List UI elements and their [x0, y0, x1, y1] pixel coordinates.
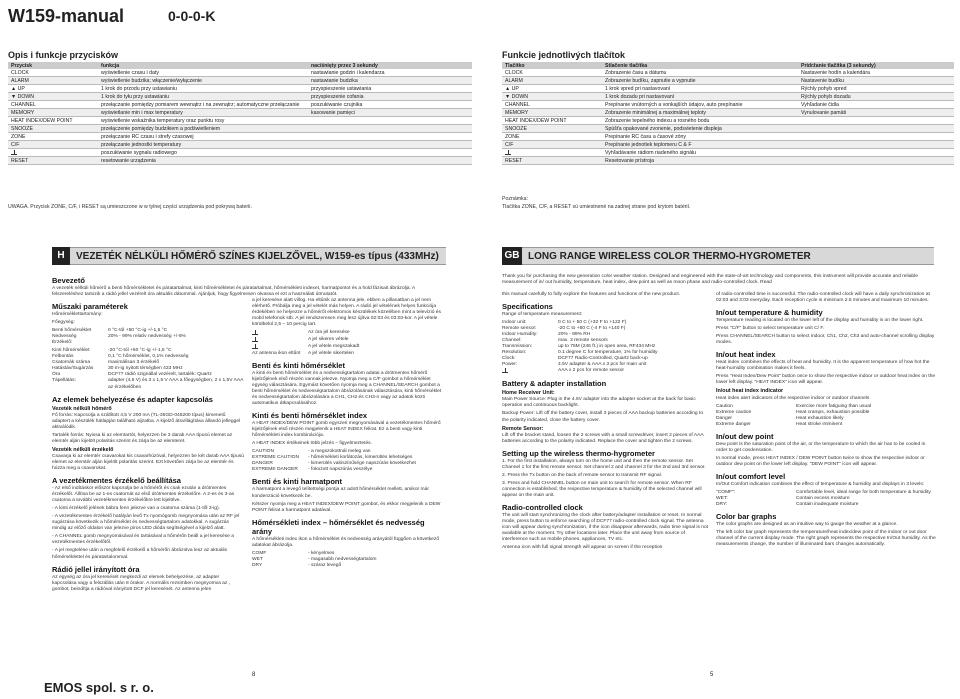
paragraph: Tartalék forrás: Nyissa ki az elemtartót, helyezzen be 3 darab AAA típusú elemet az elemtér alján kijelölt polaritás szerint és zárja be az elemteret. — [52, 432, 233, 444]
table-row — [502, 69, 954, 77]
spec-value: - kimerülés valószínűsége napszúrás következhet — [308, 461, 416, 467]
table-row — [502, 109, 954, 117]
table-cell: ALARM — [502, 77, 602, 85]
table-row — [502, 141, 954, 149]
paragraph: - A jel megtelése után a megfelelő érzékelő a hőmérőn ábrázolva lesz az aktuális hőmérséklettel és páratartalommal. — [52, 548, 228, 560]
spec-value: DCF77 Radio-Controlled, Quartz back-up — [558, 356, 648, 362]
spec-value: DCF77 rádió szignállal vezérelt, tartalék: Quartz — [108, 372, 212, 378]
paragraph: Kétszer nyomja meg a HEAT INDEX/DEW POINT gombot, és ekkor megjelenik a DEW POINT felirat a harmatpont adatával. — [252, 501, 441, 513]
right-page — [480, 0, 960, 699]
intro-block — [502, 274, 936, 288]
table-cell: HEAT INDEX/DEW POINT — [8, 117, 98, 125]
paragraph: A hőmérsékleti index ikon a hőmérséklet és nedvesség arányától függően a következő adatokat ábrázolja. — [252, 536, 440, 548]
paragraph: of radio-controlled time is successful. The radio-controlled clock will have a daily synchronization at 02:03 and 3:03 everyday. Each reception cycle is minimum 2.5 minutes and maximum 10 minutes. — [716, 292, 930, 304]
table-row — [502, 133, 954, 141]
left-column-1 — [52, 298, 244, 595]
antenna-icon — [252, 337, 258, 342]
paragraph: Antenna icon with full signal strength will appear on screen if the reception — [502, 545, 663, 551]
table-row — [8, 149, 472, 157]
intro-text: A vezeték nélküli hőmérő a benti hőmérsékletet és páratartalmat, kinti hőmérsékletet és páratartalmat, hőmérsékleti indexet, harmatpontot és a hold fázisait ábrázolja. A felszereléshez tartozik a rádió jellel vezérelt óra aktuális dátummal. Ajánljuk, hogy figyelmesen olvassa el ezt a használati útmutatót. — [52, 286, 415, 298]
table-cell: Vyhľadávanie rádiom riadeného signálu — [602, 149, 798, 157]
paragraph: Press CHANNEL/SEARCH button to select indoor, Ch1, Ch2, Ch3 and auto-channel scrolling display modes. — [716, 334, 935, 346]
section-heading: A vezetékmentes érzékelő beállítása — [52, 476, 181, 486]
paragraph: Érzékelő: — [52, 340, 73, 346]
section-heading: Műszaki paraméterek — [52, 302, 128, 311]
table-row — [502, 85, 954, 93]
table-cell: ZONE — [502, 133, 602, 141]
spec-value: 4.5V adapter & AAA x 3 pcs for main unit — [558, 362, 647, 368]
spec-value: - a megszokottnál meleg van — [308, 449, 371, 455]
antenna-icon — [252, 344, 258, 349]
spec-label: Transmission: — [502, 344, 533, 350]
right-button-table — [502, 62, 954, 165]
spec-label: Benti hőmérséklet — [52, 328, 92, 334]
table-cell: Vynulovanie pamäti — [798, 109, 954, 117]
table-cell — [502, 149, 602, 157]
spec-row — [252, 563, 446, 569]
table-cell: CLOCK — [502, 69, 602, 77]
spec-label: Power: — [502, 362, 518, 368]
spec-value: Contain excess moisture — [796, 496, 850, 502]
table-cell: 1 krok do tyłu przy ustawianiu — [98, 93, 308, 101]
section-heading: Benti és kinti hőmérséklet — [252, 360, 345, 370]
spec-row — [252, 337, 446, 344]
table-cell: przełączenie pomiędzy budzikiem a podświetleniem — [98, 125, 308, 133]
paragraph: Az egység az óra jel keresését megkezdi az elemek behelyezése, az adapter kapcsolása vagy a felszállás után 8 órakor. A normális rezsimben megnyomva az , gombot, beindítja a rádióval irányított DCF jel keresését. Az antenna jelen — [52, 574, 231, 592]
table-cell: CHANNEL — [8, 101, 98, 109]
table-row — [502, 101, 954, 109]
spec-value: adapter (4,5 V) és 3 x 1,5 V AAA a főegységben, 2 x 1,5V AAA az érzékelőben — [108, 378, 244, 390]
spec-value: max. 3 remote sensors — [558, 338, 608, 344]
table-cell — [798, 149, 954, 157]
table-header: Stlačenie tlačítka — [602, 62, 798, 69]
paragraph: Főegység: — [52, 320, 75, 326]
spec-row — [502, 368, 710, 375]
table-cell: Nastavenie budíku — [798, 77, 954, 85]
table-cell: resetowanie urządzenia — [98, 157, 308, 165]
paragraph: Main Power Source: Plug in the 4.5V adapter into the adapter socket at the back for basic operation and continuous backlight. — [502, 397, 696, 409]
left-button-table — [8, 62, 472, 165]
spec-label: Clock: — [502, 356, 516, 362]
table-header: funkcja — [98, 62, 308, 69]
paragraph: The color graphs are designed as an intuitive way to gauge the weather at a glance. — [716, 522, 898, 528]
table-cell: nastawianie budzika — [308, 77, 472, 85]
spec-label: Indoor Humidity: — [502, 332, 538, 338]
paragraph: The left color bar graph represents the temperature/heat index/dew point of the indoor or out door channel of the current display mode. The right graph represents the respective In/Out humidity. As the measurements change, the number of illuminated bars changes automatically. — [716, 530, 936, 548]
table-cell: ▲ UP — [8, 85, 98, 93]
spec-label: "COMF": — [716, 489, 736, 495]
paragraph: A HEAT INDEX értékeinek több jelzés – figyelmeztetés. — [252, 441, 372, 447]
table-cell: nastawianie godzin i kalendarza — [308, 69, 472, 77]
spec-label — [252, 337, 308, 344]
paragraph: Range of temperature measurement: — [502, 312, 583, 318]
paragraph: - A kinti érzékelő jelének bábra fenn jelezve van a csatorna száma (1-től 3-ig). — [52, 506, 220, 512]
table-cell: RESET — [8, 157, 98, 165]
spec-value: Exercise more fatiguing than usual — [796, 403, 872, 409]
right-table-title: Funkcie jednotlivých tlačítok — [502, 50, 626, 60]
table-cell — [798, 157, 954, 165]
table-row — [8, 109, 472, 117]
spec-label: Indoor unit: — [502, 320, 527, 326]
table-header: Przycisk — [8, 62, 98, 69]
paragraph: Dew point is the saturation point of the air, or the temperature to which the air has to be cooled in order to get condensation. — [716, 441, 926, 453]
spec-label: Óra — [52, 372, 61, 378]
table-row — [8, 133, 472, 141]
table-cell: przyspieszenie ustawiania — [308, 85, 472, 93]
spec-value: Heat exhaustion likely — [796, 415, 844, 421]
spec-label: Danger — [716, 415, 733, 421]
table-cell — [308, 117, 472, 125]
spec-label: EXTREME DANGER — [252, 467, 298, 473]
spec-label: Caution — [716, 403, 733, 409]
paragraph: Backup Power: Lift off the battery cover, install 3 pieces of AAA backup batteries according to the polarity indicated, close the battery cover. — [502, 411, 704, 423]
spec-label: Az antenna ikon eltűnt — [252, 350, 301, 356]
table-cell — [798, 133, 954, 141]
antenna-icon — [505, 150, 511, 155]
paragraph: 2. Press the Tx button on the back of remote sensor to transmit RF signal. — [502, 472, 663, 478]
table-cell — [798, 141, 954, 149]
table-row — [502, 157, 954, 165]
spec-row — [252, 330, 446, 337]
table-cell — [8, 149, 98, 157]
section-title: VEZETÉK NÉLKÜLI HŐMÉRŐ SZÍNES KIJELZŐVEL, W159-es típus (433MHz) — [76, 251, 439, 262]
subsection-heading: Vezeték nélküli érzékelő — [52, 446, 114, 453]
table-cell: 1 krok vpred pri nastavovaní — [602, 85, 798, 93]
section-heading: Benti és kinti harmatpont — [252, 477, 343, 487]
paragraph: Lift off the bracket stand, loosen the 2 screws with a small screwdriver, insert 2 pieces of AAA batteries according to the polarity indicated. Replace the cover and tighten the 2 screws. — [502, 432, 704, 444]
spec-label: Csatornák száma — [52, 360, 91, 366]
section-heading: Hőmérsékleti index – hőmérséklet és nedvesség arány — [252, 517, 425, 536]
table-cell: wyświetlanie min i max temperatury — [98, 109, 308, 117]
spec-label: DRY: — [716, 502, 728, 508]
spec-value: 0.1 degree C for temperature, 1% for humidity — [558, 350, 658, 356]
table-row — [8, 69, 472, 77]
page-number: 8 — [252, 672, 256, 678]
table-cell: wyświetlenie budzika; włączenie/wyłączenie — [98, 77, 308, 85]
spec-row — [52, 378, 244, 390]
table-cell: Zobrazenie času a dátumu — [602, 69, 798, 77]
paragraph: A harmatpont a levegő telítettségi pontja az adott hőmérséklet mellett, amikor már kondenzáció következik be. — [252, 487, 429, 499]
table-cell: ALARM — [8, 77, 98, 85]
paragraph: this manual carefully to fully explore the features and functions of the new product. — [502, 292, 681, 297]
table-cell: Prepínanie jednotiek teplomeru C & F — [602, 141, 798, 149]
spec-value: A jel vétele sikertelen — [308, 350, 354, 356]
spec-row — [716, 502, 936, 508]
table-cell: przyspieszenie cofania — [308, 93, 472, 101]
document-code: 0-0-0-K — [168, 8, 216, 24]
language-badge: H — [52, 247, 70, 265]
table-cell: Zobrazenie minimálnej a maximálnej teploty — [602, 109, 798, 117]
subsection-heading: Vezeték nélküli hőmérő — [52, 405, 112, 412]
table-cell: MEMORY — [8, 109, 98, 117]
table-row — [8, 125, 472, 133]
spec-value: -20 C to +60 C (-4 F to +140 F) — [558, 326, 626, 332]
right-note-title: Poznámka: — [502, 196, 528, 202]
table-cell: Spúšťa opakované zvonenie, podsvietenie displeja — [602, 125, 798, 133]
table-cell: C/F — [502, 141, 602, 149]
spec-value: Az óra jel keresése — [308, 330, 350, 336]
spec-label: WET — [252, 556, 263, 562]
table-cell: CHANNEL — [502, 101, 602, 109]
spec-value: 20% - 99% RH — [558, 332, 591, 338]
spec-label: Extreme danger — [716, 421, 751, 427]
language-badge: GB — [502, 247, 522, 265]
table-cell: ZONE — [8, 133, 98, 141]
table-cell: kasowanie pamięci — [308, 109, 472, 117]
spec-value: 20% - 99% relatív nedvesség +/-5% — [108, 334, 186, 340]
table-row — [8, 93, 472, 101]
paragraph: - Az első indításkor először kapcsolja be a hőmérőt és csak ezután a drótmentes érzékelőt. Állítsa be az 1-es csatornát az első drótmentes érzékelőre. A 2-es és 3-as csatorna a további vezetékmentes érzékelőkre lett kijelölve. — [52, 486, 235, 504]
spec-value: 0 °C-tól +50 °C-ig +/-1,5 °C — [108, 328, 168, 334]
section-heading: In/out dew point — [716, 431, 774, 441]
section-heading: Radio-controlled clock — [502, 502, 583, 512]
table-cell — [308, 125, 472, 133]
antenna-icon — [252, 330, 258, 335]
paragraph: - A vezetékmentes érzékelő hatályán levő Tx nyomógomb megnyomása után az RF jel sugárzása következik a hőmérséklet és nedvességtartalom adatokkal. A sugárzás mindig az előző oldalon van jelezve piros LED dióda segítségével a kijelző alatt. — [52, 514, 240, 532]
table-row — [8, 85, 472, 93]
section-heading: Kinti és benti hőmérséklet index — [252, 411, 368, 421]
section-heading: In/out comfort level — [716, 471, 786, 481]
table-row — [8, 101, 472, 109]
paragraph: Temperature reading is located on the lower left of the display and humidity is on the lower right. — [716, 318, 924, 324]
left-table-note: UWAGA. Przycisk ZONE, C/F, i RESET są umieszczone w w tylnej części urządzenia pod pokrywą baterii. — [8, 204, 252, 210]
spec-label: Channel: — [502, 338, 522, 344]
spec-value: Contain inadequate moisture — [796, 502, 859, 508]
table-cell: SNOOZE — [8, 125, 98, 133]
table-row — [502, 125, 954, 133]
intro-heading: Bevezető — [52, 276, 85, 285]
spec-label — [502, 368, 558, 375]
spec-value: - száraz levegő — [308, 562, 342, 568]
left-table-title: Opis i funkcje przycisków — [8, 50, 119, 60]
table-cell: Prepínanie RC času a časové zóny — [602, 133, 798, 141]
paragraph: A kinti és benti hőmérséklet és a nedvességtartalom adatai a drótmentes hőmérő kijelzőjének első részén vannak jelezve. Nyomja meg a C/F gombot a hőmérséklet egység választására. Egymást követően nyomja meg a CHANNEL/SEARCH gombot a benti hőmérséklet és nedvességtartalom ábrázolásának választására, kinti hőmérséklet és nedvességtartalom ábrázolására a CH1, CH2 és CH3-n vagy az adatok közti automatikus átkapcsolásához. — [252, 370, 442, 407]
table-cell — [308, 141, 472, 149]
table-cell — [308, 149, 472, 157]
company-footer: EMOS spol. s r. o. — [44, 680, 154, 695]
paragraph: Press "C/F" button to select temperature unit C/ F. — [716, 326, 825, 332]
spec-value: Comfortable level, ideal range for both temperature & humidity — [796, 489, 931, 495]
table-cell: Zobrazenie budíku, zapnutie a vypnutie — [602, 77, 798, 85]
paragraph: 1. For the first installation, always turn on the home unit and then the remote sensor. Set Channel 1 for the first remote sensor. Set channel 2 and channel 3 for the 2nd and 3rd sensor. — [502, 458, 706, 470]
spec-value: Heat stroke imminent — [796, 421, 843, 427]
spec-row — [716, 422, 936, 428]
spec-value: A jel vétele megszakadt — [308, 343, 360, 349]
table-header: Tlačítko — [502, 62, 602, 69]
table-cell: przełączanie jednostki temperatury — [98, 141, 308, 149]
spec-label: DRY — [252, 562, 263, 568]
subsection-heading: Remote Sensor: — [502, 425, 544, 432]
table-cell: Prepínanie vnútorných a vonkajších údajov, auto prepínanie — [602, 101, 798, 109]
antenna-icon — [502, 368, 508, 373]
page-number: 5 — [710, 672, 714, 678]
paragraph: - A CHANNEL gomb megnyomásával és tartásával a hőmérőn beáll a jel keresése a vezetékmentes érzékelőtől. — [52, 534, 234, 546]
spec-label: Felbontás — [52, 354, 74, 360]
paragraph: In normal mode, press HEAT INDEX / DEW POINT button twice to show the respective indoor or outdoor dew point on the lower left display. "DEW POINT" icon will appear. — [716, 455, 925, 467]
table-cell: wyświetlenie wskaźnika temperatury oraz punktu rosy — [98, 117, 308, 125]
spec-label: EXTREME CAUTION — [252, 455, 300, 461]
table-row — [502, 93, 954, 101]
table-row — [502, 149, 954, 157]
table-row — [502, 77, 954, 85]
table-cell: Zobrazenie tepelného indexu a rosného bodu — [602, 117, 798, 125]
subsection-heading: In/out heat index indicator — [716, 388, 784, 395]
table-cell: ▼ DOWN — [502, 93, 602, 101]
section-heading: Rádió jellel irányított óra — [52, 564, 140, 574]
table-header: naciśnięty przez 3 sekundy — [308, 62, 472, 69]
spec-label: Kinti hőmérséklet — [52, 348, 90, 354]
section-heading: Battery & adapter installation — [502, 379, 607, 389]
spec-value: 0,1 °C hőmérséklet, 0,1% nedvesség — [108, 354, 189, 360]
table-cell: Nastavenie hodín a kalendára — [798, 69, 954, 77]
intro-text: Thank you for purchasing the new generation color weather station. Designed and engineered with the state-of-art technology and components, this instrument will provide accurate and reliable measurement of in/ out humidity, temperature, heat index, dew point as well as moon phase and radio-controlled clock. Read — [502, 274, 918, 286]
spec-label: Nedvesség — [52, 334, 77, 340]
spec-label: Extreme caution — [716, 409, 752, 415]
table-cell: 1 krok dozadu pri nastavovaní — [602, 93, 798, 101]
paragraph: The unit will start synchronizing the clock after battery/adapter installation or reset. In normal mode, press button to enforce searching of DCF77 radio-controlled clock signal. The antenna icon will appear during synchronization, if the icon disappear afterwards, radio time signal is not available at the moment. Try other locations later. Place the unit away from source of interference such as mobile phones, appliances, TV etc. — [502, 512, 709, 543]
spec-value: - fokozott napszúrás veszélye — [308, 467, 373, 473]
spec-label: DANGER — [252, 461, 273, 467]
paragraph: Press "Heat Index/Dew Point" button once to show the respective indoor or outdoor heat index on the lower left display. "HEAT INDEX" icon will appear. — [716, 374, 936, 386]
section-heading: Setting up the wireless thermo-hygrometer — [502, 448, 655, 458]
spec-label: Tápellátás: — [52, 378, 76, 384]
paragraph: 3. Press and hold CHANNEL button on main unit to search for remote sensor. When RF connection is established, the respective temperature & humidity of the selected channel will appear on the main unit. — [502, 480, 702, 498]
table-cell: ▲ UP — [502, 85, 602, 93]
spec-row — [252, 344, 446, 351]
section-heading: Color bar graphs — [716, 512, 777, 522]
spec-label: CAUTION — [252, 449, 275, 455]
table-row — [8, 77, 472, 85]
left-column-2 — [252, 298, 446, 569]
table-row — [502, 117, 954, 125]
spec-label: COMF — [252, 550, 267, 556]
right-table-note: Tlačítka ZONE, C/F, a RESET sú umiestnené na zadnej strane pod krytom batérií. — [502, 204, 691, 210]
table-cell: Resetovanie prístroja — [602, 157, 798, 165]
table-cell: przełączanie RC czasu i strefy czasowej — [98, 133, 308, 141]
table-cell — [798, 117, 954, 125]
table-row — [8, 157, 472, 165]
spec-label — [252, 330, 308, 337]
spec-row — [252, 351, 446, 357]
spec-value: - hőmérsékleti korlátozás, kimerültés lehetséges — [308, 455, 413, 461]
table-cell: Rýchly pohyb vpred — [798, 85, 954, 93]
spec-label — [252, 344, 308, 351]
spec-row — [252, 467, 446, 473]
spec-value: Heat cramps, exhaustion possible — [796, 409, 870, 415]
section-heading: In/out heat index — [716, 350, 776, 360]
intro-block — [52, 272, 444, 300]
subsection-heading: Home Receiver Unit: — [502, 390, 555, 397]
table-cell: HEAT INDEX/DEW POINT — [502, 117, 602, 125]
table-cell: Rýchly pohyb dozadu — [798, 93, 954, 101]
table-row — [8, 117, 472, 125]
spec-value: up to 75M (246 ft.) in open area, RF434 MHz — [558, 344, 656, 350]
spec-label: WET: — [716, 496, 728, 502]
table-header: Pridržanie tlačítka (3 sekundy) — [798, 62, 954, 69]
table-cell: Vyhľadanie čidla — [798, 101, 954, 109]
table-cell: MEMORY — [502, 109, 602, 117]
paragraph: Fő forrás: Kapcsolja a szállított 4,5 V 200 mA (TL-35GD-045200 típus) kimenetű adaptert a készülék hátlapján található aljzatba. A kijelző átsvillágítása állandó jelleggel aktiválódik. — [52, 412, 241, 430]
table-cell — [308, 157, 472, 165]
spec-value: - kényelmes — [308, 550, 335, 556]
table-cell: poszukiwanie czujnika — [308, 101, 472, 109]
table-cell — [308, 133, 472, 141]
table-cell: CLOCK — [8, 69, 98, 77]
spec-value: 0 C to + 50 C (+32 F to +122 F) — [558, 320, 627, 326]
spec-value: -20 °C-tól +60 °C-ig +/-1,5 °C — [108, 348, 172, 354]
section-title: LONG RANGE WIRELESS COLOR THERMO-HYGROMETER — [528, 251, 811, 262]
section-heading: Specifications — [502, 302, 553, 312]
spec-value: maximálisan 3 érzékelő — [108, 360, 160, 366]
table-cell: 1 krok do przodu przy ustawianiu — [98, 85, 308, 93]
spec-value: A jel sikeres vétele — [308, 337, 349, 343]
section-heading: Az elemek behelyezése és adapter kapcsolás — [52, 394, 213, 404]
paragraph: Hőmérséklettartomány: — [52, 312, 103, 317]
paragraph: A HEAT INDEX/DEW POINT gomb egyszeri megnyomásával a vezetékmentes hőmérő kijelzőjének első részén megjelenik a HEAT INDEX felirat. Ez a benti vagy kinti hőmérsékleti index kombinációja. — [252, 421, 441, 439]
spec-label: Hatástáv/Sugárzás — [52, 366, 94, 372]
table-cell: wyświetlenie czasu i daty — [98, 69, 308, 77]
table-cell: SNOOZE — [502, 125, 602, 133]
paragraph: In/Out Comfort indication combines the effect of temperature & humidity and displays in 3 levels: — [716, 481, 925, 487]
right-column-2 — [716, 292, 936, 550]
section-heading: In/out temperature & humidity — [716, 308, 823, 318]
spec-value: - magasabb nedvességtartalom — [308, 556, 377, 562]
table-cell: ▼ DOWN — [8, 93, 98, 101]
paragraph: Heat index combines the effects of heat and humidity. It is the apparent temperature of how hot the heat-humidity combination makes it feels. — [716, 360, 930, 372]
table-cell: C/F — [8, 141, 98, 149]
table-row — [8, 141, 472, 149]
right-column-1 — [502, 292, 710, 553]
table-cell: przełączanie pomiędzy pomiarem wewnątrz i na zewnątrz; automatyczne przełączanie — [98, 101, 308, 109]
antenna-icon — [11, 150, 17, 155]
table-cell — [798, 125, 954, 133]
model-title: W159-manual — [8, 6, 125, 26]
table-cell: poszukiwanie sygnału radiowego — [98, 149, 308, 157]
spec-value: AAA x 2 pcs for remote sensor — [558, 368, 625, 374]
table-cell: RESET — [502, 157, 602, 165]
spec-value: 30 m-ig nyitott térségben 433 MHz — [108, 366, 183, 372]
paragraph: Csavarja ki az elemtér csavarokat kis csavarhúzóval, helyezzen be két darab AAA típusú elemet az elemtér alján kijelölt polaritás szerint. Ezt követően zárja be az elemtér és húzza meg a csavarokat. — [52, 453, 244, 471]
paragraph: Heat index alert indicators of the respective indoor or outdoor channels — [716, 395, 870, 401]
paragraph: a jel keresése alatt villog. Ha eltűnik az antenna jele, ebben a pillanatban a jel nem elérhető. Próbálja meg a jel vételét más helyen. A rádió jel vételének helyes funkciója érdekében ne helyezze a hőmérőt elektromos készülékek közelében mint a televízió és mobil telefonok stb. A jel rendszeresen meg lesz újítva 02:03 és 03:03-kor. A jel vétele körülbelül 2,5 – 10 percig tart. — [252, 298, 441, 328]
spec-label: Resolution: — [502, 350, 527, 356]
spec-label: Remote sensor: — [502, 326, 537, 332]
